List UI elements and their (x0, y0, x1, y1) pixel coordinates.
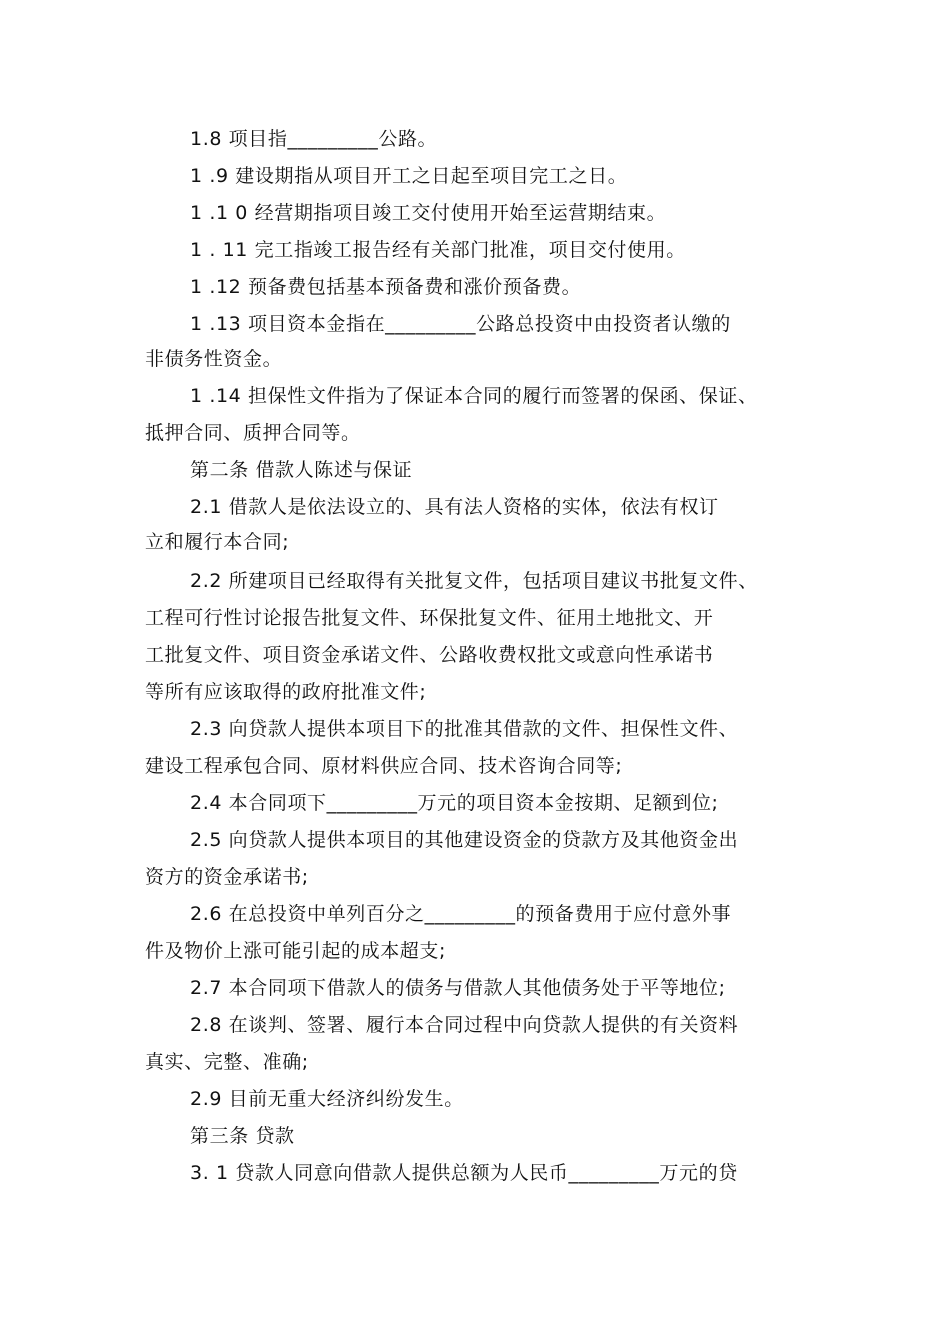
clause-1-12: 1 .12 预备费包括基本预备费和涨价预备费。 (190, 276, 582, 298)
clause-2-2-cont-2: 工批复文件、项目资金承诺文件、公路收费权批文或意向性承诺书 (145, 644, 714, 666)
clause-1-13-cont: 非债务性资金。 (145, 348, 283, 370)
clause-2-3: 2.3 向贷款人提供本项目下的批准其借款的文件、担保性文件、 (190, 718, 739, 740)
clause-1-8: 1.8 项目指_________公路。 (190, 128, 438, 150)
clause-2-9: 2.9 目前无重大经济纠纷发生。 (190, 1088, 464, 1110)
clause-2-1-cont: 立和履行本合同; (145, 531, 290, 553)
clause-2-6-cont: 件及物价上涨可能引起的成本超支; (145, 940, 447, 962)
article-3-heading: 第三条 贷款 (190, 1125, 295, 1147)
clause-1-14-cont: 抵押合同、质押合同等。 (145, 422, 361, 444)
clause-2-2-cont-1: 工程可行性讨论报告批复文件、环保批复文件、征用土地批文、开 (145, 607, 714, 629)
clause-2-5-cont: 资方的资金承诺书; (145, 866, 309, 888)
clause-2-5: 2.5 向贷款人提供本项目的其他建设资金的贷款方及其他资金出 (190, 829, 739, 851)
clause-2-6: 2.6 在总投资中单列百分之_________的预备费用于应付意外事 (190, 903, 732, 925)
clause-1-13: 1 .13 项目资本金指在_________公路总投资中由投资者认缴的 (190, 313, 731, 335)
clause-2-2-cont-3: 等所有应该取得的政府批准文件; (145, 681, 427, 703)
clause-2-4: 2.4 本合同项下_________万元的项目资本金按期、足额到位; (190, 792, 719, 814)
clause-1-14: 1 .14 担保性文件指为了保证本合同的履行而签署的保函、保证、 (190, 385, 758, 407)
clause-2-8: 2.8 在谈判、签署、履行本合同过程中向贷款人提供的有关资料 (190, 1014, 739, 1036)
article-2-heading: 第二条 借款人陈述与保证 (190, 459, 413, 481)
clause-2-8-cont: 真实、完整、准确; (145, 1051, 309, 1073)
clause-2-2: 2.2 所建项目已经取得有关批复文件，包括项目建议书批复文件、 (190, 570, 758, 592)
clause-2-1: 2.1 借款人是依法设立的、具有法人资格的实体，依法有权订 (190, 496, 719, 518)
clause-1-9: 1 .9 建设期指从项目开工之日起至项目完工之日。 (190, 165, 628, 187)
clause-2-3-cont: 建设工程承包合同、原材料供应合同、技术咨询合同等; (145, 755, 623, 777)
clause-1-11: 1 . 11 完工指竣工报告经有关部门批准，项目交付使用。 (190, 239, 686, 261)
clause-1-10: 1 .1 0 经营期指项目竣工交付使用开始至运营期结束。 (190, 202, 667, 224)
clause-2-7: 2.7 本合同项下借款人的债务与借款人其他债务处于平等地位; (190, 977, 726, 999)
clause-3-1: 3. 1 贷款人同意向借款人提供总额为人民币_________万元的贷 (190, 1162, 738, 1184)
